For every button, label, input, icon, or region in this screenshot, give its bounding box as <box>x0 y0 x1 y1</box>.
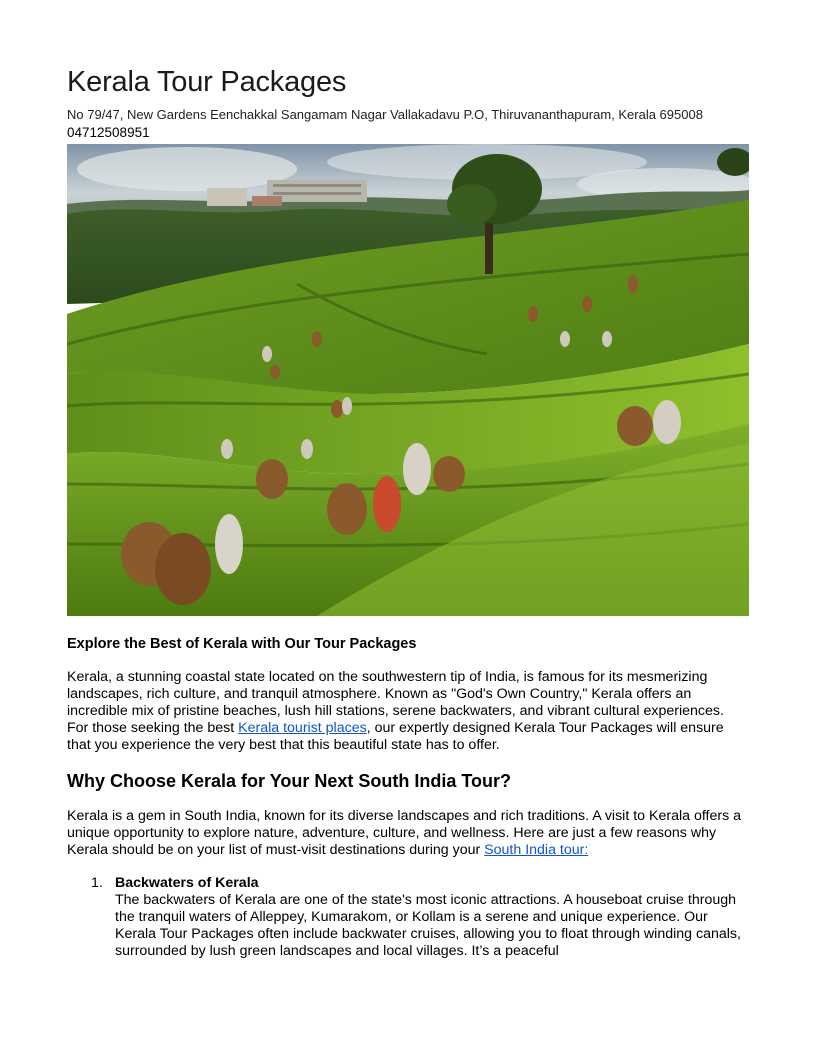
why-paragraph <box>67 808 749 859</box>
intro-text: Kerala, a stunning coastal state located on the southwestern tip of India, is famous for its mesmerizing landscapes, rich culture, and tranquil atmosphere. Known as "God's Own Country," Kerala offers an incredible mix of pristine beaches, lush hill stations, serene backwaters, and vibrant cultural experiences. For those seeking the best <box>67 669 724 736</box>
intro-paragraph <box>67 669 749 754</box>
why-heading: Why Choose Kerala for Your Next South India Tour? <box>67 771 512 791</box>
list-item-title: Backwaters of Kerala <box>115 875 259 891</box>
why-text: Kerala is a gem in South India, known for its diverse landscapes and rich traditions. A visit to Kerala offers a unique opportunity to explore nature, adventure, culture, and wellness. Here are just a few reasons why Kerala should be on your list of must-visit destinations during your <box>67 808 742 858</box>
list-item-body <box>115 875 749 960</box>
address-line: No 79/47, New Gardens Eenchakkal Sangamam Nagar Vallakadavu P.O, Thiruvananthapuram, Kerala 695008 <box>67 107 703 122</box>
intro-heading: Explore the Best of Kerala with Our Tour Packages <box>67 636 417 652</box>
tea-plantation-photo <box>67 144 749 616</box>
phone-number: 04712508951 <box>67 125 150 140</box>
list-item-text: The backwaters of Kerala are one of the state's most iconic attractions. A houseboat cruise through the tranquil waters of Alleppey, Kumarakom, or Kollam is a serene and unique experience. Our Kerala Tour Packages often include backwater cruises, allowing you to float through winding canals, surrounded by lush green landscapes and local villages. It’s a peaceful <box>115 892 741 959</box>
south-india-tour-link[interactable]: South India tour: <box>484 842 589 858</box>
kerala-tourist-places-link[interactable]: Kerala tourist places <box>238 720 367 736</box>
page-title: Kerala Tour Packages <box>67 66 347 98</box>
intro-text-end: , our expertly designed Kerala Tour Packages will ensure that you experience the very best that this beautiful state has to offer. <box>67 720 724 753</box>
list-item-number: 1. <box>91 875 103 891</box>
